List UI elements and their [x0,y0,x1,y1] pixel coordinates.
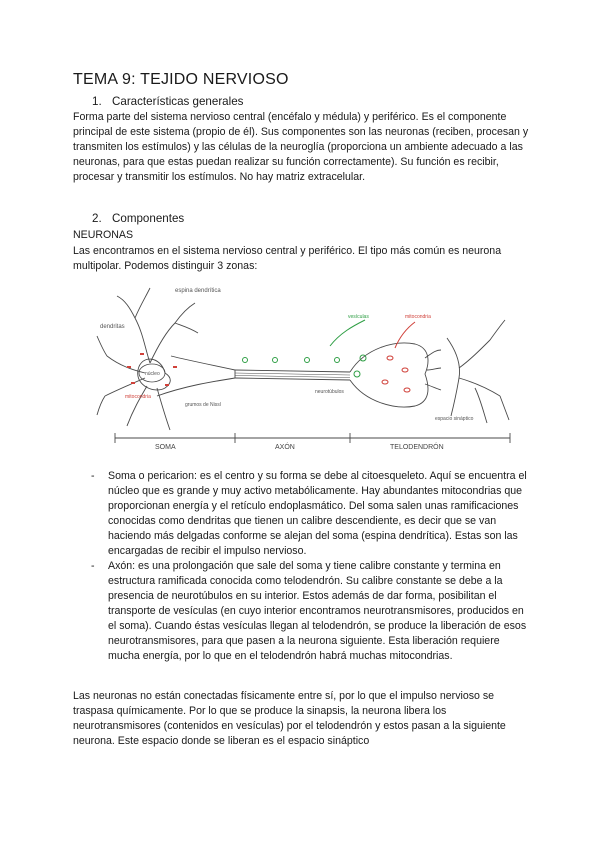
bullet-dash: - [91,470,95,482]
bullet-item-soma [91,469,531,559]
section-number: 2. [92,212,102,225]
label-nucleo: núcleo [145,371,160,377]
bullet-text: Axón: es una prolongación que sale del soma y tiene calibre constante y termina en estructura ramificada conocida como telodendrón. Su calibre constante se debe a la presencia de neurotúbulos en su interior. Estos además de dar forma, posibilitan el transporte de vesículas (en cuyo interior encontramos neurotransmisores, producidos en el soma). Cuando éstas vesículas llegan al telodendrón, se produce la liberación de esos neurotransmisores, para que pasen a la neurona siguiente. Esta liberación requiere mucha energía, por lo que en el telodendrón habrá muchas mitocondrias. [108,560,527,662]
bullet-text: Soma o pericarion: es el centro y su forma se debe al citoesqueleto. Aquí se encuentra el núcleo que es grande y muy activo metabólicamente. Hay abundantes mitocondrias que proporcionan energía y el retículo endoplasmático. Del soma salen unas ramificaciones conocidas como dendritas que tienen un calibre descendiente, es decir que se van haciendo más delgadas conforme se alejan del soma (espina dendrítica). Estas son las encargadas de recibir el impulso nervioso. [108,470,527,557]
zone-soma-label: SOMA [155,444,176,451]
label-mitocondria: mitocondria [125,394,151,400]
label-dendritas: dendritas [100,324,125,330]
label-nissl: grumos de Nissl [185,402,221,408]
label-neurotubulos: neurotúbulos [315,389,344,395]
bullet-dash: - [91,560,95,572]
zone-axon-label: AXÓN [275,444,295,451]
label-vesiculas: vesículas [348,314,369,320]
label-espina: espina dendrítica [175,288,221,294]
neuronas-label: NEURONAS [73,229,134,241]
neuron-diagram [95,278,515,453]
terminal-mitochondria [382,322,415,392]
bullet-item-axon [91,559,531,664]
section-heading-text: Componentes [112,212,185,225]
section-number: 1. [92,95,102,108]
section-1-paragraph: Forma parte del sistema nervioso central (encéfalo y médula) y periférico. Es el componente principal de este sistema (propio de él). Sus componentes son las neuronas (reciben, procesan y transmiten los estímulos) y las células de la neuroglía (proporciona un ambiente adecuado a las neuronas, para que estas puedan realizar su función correctamente). Su función es recibir, procesar y transmitir los estímulos. No hay matriz extracelular. [73,111,529,183]
closing-paragraph: Las neuronas no están conectadas físicamente entre sí, por lo que el impulso nervioso se traspasa químicamente. Por lo que se produce la sinapsis, la neurona libera los neurotransmisores (contenidos en vesículas) por el telodendrón y estos pasan a la siguiente neurona. Este espacio donde se liberan es el espacio sináptico [73,690,506,747]
section-heading-text: Características generales [112,95,244,108]
vesicle-marks [243,320,367,377]
label-mitocondria-terminal: mitocondria [405,314,431,320]
zone-telodendron-label: TELODENDRÓN [390,444,444,451]
section-heading-1 [92,95,243,108]
section-2-paragraph: Las encontramos en el sistema nervioso central y periférico. El tipo más común es neurona multipolar. Podemos distinguir 3 zonas: [73,245,502,272]
label-espacio-sinaptico: espacio sináptico [435,416,474,422]
section-heading-2 [92,212,184,225]
page-title: TEMA 9: TEJIDO NERVIOSO [73,71,289,88]
